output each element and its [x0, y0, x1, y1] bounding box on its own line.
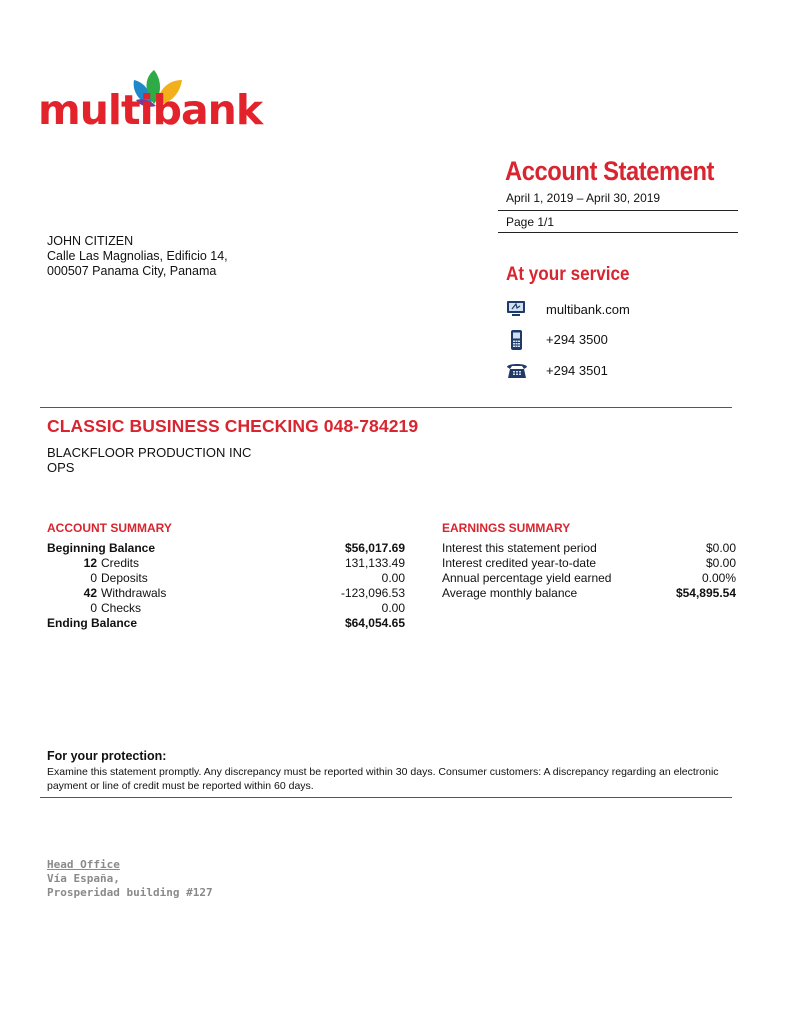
head-office-heading[interactable]: Head Office — [47, 858, 120, 871]
credits-label: Credits — [101, 556, 140, 570]
statement-period: April 1, 2019 – April 30, 2019 — [506, 191, 661, 205]
section-divider — [40, 407, 732, 408]
head-office-address-line: Prosperidad building #127 — [47, 886, 213, 899]
telephone-icon — [506, 361, 528, 379]
customer-address — [47, 234, 228, 279]
table-row — [442, 571, 736, 586]
header-rule — [498, 210, 738, 211]
earnings-value: $0.00 — [705, 541, 736, 555]
earnings-value: 0.00% — [701, 571, 736, 585]
beginning-balance-label: Beginning Balance — [47, 541, 156, 555]
checks-count: 0 — [90, 601, 97, 615]
statement-title: Account Statement — [505, 156, 715, 186]
multibank-logo — [38, 68, 288, 138]
deposits-label: Deposits — [101, 571, 148, 585]
table-row — [442, 586, 736, 601]
deposits-count: 0 — [90, 571, 97, 585]
earnings-label: Interest credited year-to-date — [442, 556, 597, 570]
credits-value: 131,133.49 — [344, 556, 405, 570]
service-title: At your service — [506, 264, 630, 285]
service-mobile-number: +294 3500 — [546, 332, 608, 347]
computer-icon — [506, 300, 526, 318]
table-row — [47, 586, 405, 601]
earnings-value: $54,895.54 — [675, 586, 736, 600]
section-divider — [40, 797, 732, 798]
address-line: 000507 Panama City, Panama — [47, 264, 217, 278]
customer-name: JOHN CITIZEN — [47, 234, 134, 248]
earnings-label: Average monthly balance — [442, 586, 578, 600]
checks-label: Checks — [101, 601, 142, 615]
table-row — [47, 541, 405, 556]
service-phone-number: +294 3501 — [546, 363, 608, 378]
table-row — [442, 556, 736, 571]
mobile-phone-icon — [506, 330, 526, 350]
withdrawals-count: 42 — [83, 586, 97, 600]
table-row — [47, 601, 405, 616]
account-summary-table — [47, 541, 405, 631]
withdrawals-label: Withdrawals — [101, 586, 167, 600]
head-office — [47, 858, 213, 900]
address-line: Calle Las Magnolias, Edificio 14, — [47, 249, 228, 263]
checks-value: 0.00 — [381, 601, 405, 615]
deposits-value: 0.00 — [381, 571, 405, 585]
service-website[interactable]: multibank.com — [546, 302, 630, 317]
holder-department: OPS — [47, 460, 75, 475]
earnings-summary-heading: EARNINGS SUMMARY — [442, 521, 571, 535]
earnings-value: $0.00 — [705, 556, 736, 570]
earnings-summary-table — [442, 541, 736, 601]
account-holder — [47, 445, 251, 475]
table-row — [47, 616, 405, 631]
table-row — [47, 571, 405, 586]
head-office-address-line: Vía España, — [47, 872, 120, 885]
account-title: CLASSIC BUSINESS CHECKING 048-784219 — [47, 416, 419, 436]
header-rule — [498, 232, 738, 233]
logo-wordmark: multibank — [38, 86, 263, 134]
table-row — [47, 556, 405, 571]
credits-count: 12 — [83, 556, 97, 570]
holder-name: BLACKFLOOR PRODUCTION INC — [47, 445, 252, 460]
protection-heading: For your protection: — [47, 749, 167, 763]
ending-balance-value: $64,054.65 — [344, 616, 405, 630]
earnings-label: Annual percentage yield earned — [442, 571, 612, 585]
account-summary-heading: ACCOUNT SUMMARY — [47, 521, 172, 535]
protection-text: Examine this statement promptly. Any discrepancy must be reported within 30 days. Consumer customers: A discrepancy regarding an electronic payment or line of credit must be reported within 60 days. — [47, 766, 719, 792]
earnings-label: Interest this statement period — [442, 541, 597, 555]
withdrawals-value: -123,096.53 — [340, 586, 405, 600]
beginning-balance-value: $56,017.69 — [344, 541, 405, 555]
table-row — [442, 541, 736, 556]
page-number: Page 1/1 — [506, 215, 555, 229]
ending-balance-label: Ending Balance — [47, 616, 138, 630]
